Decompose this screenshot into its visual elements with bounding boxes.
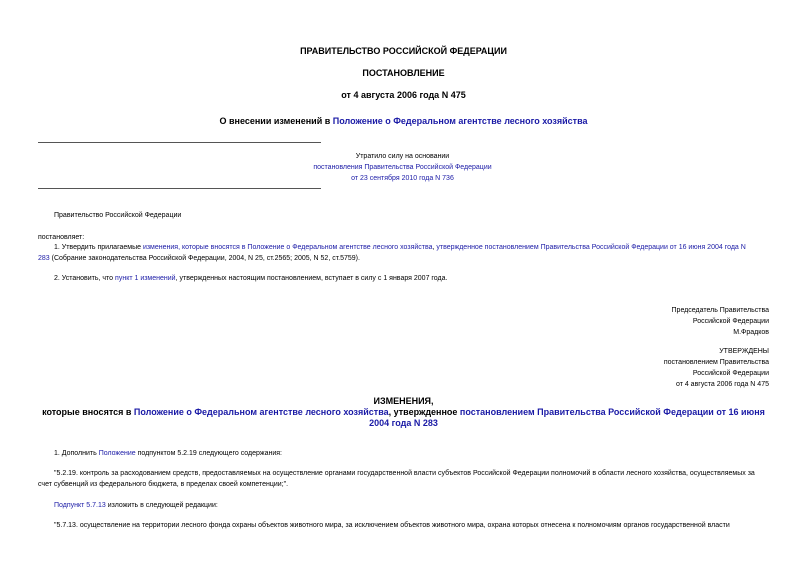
- p2-link-clause[interactable]: пункт 1 изменений: [115, 275, 176, 282]
- change-2-link[interactable]: Подпункт 5.7.13: [54, 502, 106, 509]
- change-1-text-a: 1. Дополнить: [54, 450, 99, 457]
- doc-type: ПОСТАНОВЛЕНИЕ: [362, 68, 445, 78]
- change-1-text-b: подпунктом 5.2.19 следующего содержания:: [135, 450, 282, 457]
- p1-text-b: ,: [432, 244, 437, 251]
- validity-note: [300, 151, 505, 184]
- government-line: Правительство Российской Федерации: [54, 212, 182, 219]
- divider-top: [38, 142, 321, 143]
- p2-text-b: , утвержденных настоящим постановлением, вступает в силу с 1 января 2007 года.: [175, 275, 448, 282]
- changes-sub-a: которые вносятся в: [42, 407, 134, 417]
- paragraph-2: [38, 273, 769, 284]
- signature-block: [569, 305, 769, 338]
- changes-link-decree-number[interactable]: 2004 года N 283: [369, 418, 438, 428]
- subject-prefix: О внесении изменений в: [219, 116, 333, 126]
- p1-text-a: 1. Утвердить прилагаемые: [54, 244, 143, 251]
- p1-link-number[interactable]: 283: [38, 255, 50, 262]
- change-2: [38, 500, 769, 511]
- changes-subheading: [38, 407, 769, 429]
- org-title: ПРАВИТЕЛЬСТВО РОССИЙСКОЙ ФЕДЕРАЦИИ: [300, 46, 507, 56]
- change-1: [38, 448, 769, 459]
- doc-subject: [0, 116, 807, 127]
- approval-line-2: постановлением Правительства: [663, 359, 769, 366]
- p1-link-decree[interactable]: утвержденное постановлением Правительства Российской Федерации от 16 июня 2004 года N: [436, 244, 746, 251]
- change-1-quote: "5.2.19. контроль за расходованием средств, предоставляемых на осуществление органами государственной власти субъектов Российской Федерации полномочий в области лесного хозяйства, осуществляемых за счет субвенций из федерального бюджета, в пределах своей компетенции;".: [38, 470, 755, 488]
- subject-link[interactable]: Положение о Федеральном агентстве лесного хозяйства: [332, 116, 588, 126]
- change-2-text-b: изложить в следующей редакции:: [105, 502, 218, 509]
- changes-link-regulation[interactable]: Положение о Федеральном агентстве лесного хозяйства: [133, 407, 389, 417]
- approval-block: [569, 346, 769, 390]
- changes-link-decree[interactable]: постановлением Правительства Российской Федерации от 16 июня: [459, 407, 765, 417]
- divider-bottom: [38, 188, 321, 189]
- signature-name: М.Фрадков: [733, 329, 769, 336]
- doc-date-number: от 4 августа 2006 года N 475: [341, 90, 466, 100]
- approval-title: УТВЕРЖДЕНЫ: [719, 348, 769, 355]
- validity-note-link-decree[interactable]: постановления Правительства Российской Федерации: [313, 164, 492, 171]
- p1-link-changes[interactable]: изменения, которые вносятся в Положение о Федеральном агентстве лесного хозяйства: [142, 244, 433, 251]
- approval-line-3: Российской Федерации: [692, 370, 769, 377]
- paragraph-1: [38, 242, 769, 264]
- p2-text-a: 2. Установить, что: [54, 275, 116, 282]
- validity-note-link-date[interactable]: от 23 сентября 2010 года N 736: [351, 175, 454, 182]
- decrees-line: постановляет:: [38, 234, 85, 241]
- change-2-quote: "5.7.13. осуществление на территории лесного фонда охраны объектов животного мира, за исключением объектов животного мира, охрана которых отнесена к полномочиям органов государственной власти: [54, 522, 730, 529]
- changes-heading: ИЗМЕНЕНИЯ,: [373, 396, 434, 406]
- changes-sub-b: , утвержденное: [388, 407, 460, 417]
- signature-position: Председатель Правительства: [671, 307, 769, 314]
- signature-country: Российской Федерации: [692, 318, 769, 325]
- approval-line-4: от 4 августа 2006 года N 475: [675, 381, 769, 388]
- change-1-link[interactable]: Положение: [98, 450, 136, 457]
- validity-note-text: Утратило силу на основании: [355, 153, 450, 160]
- p1-text-c: (Собрание законодательства Российской Федерации, 2004, N 25, ст.2565; 2005, N 52, ст.5759).: [49, 255, 360, 262]
